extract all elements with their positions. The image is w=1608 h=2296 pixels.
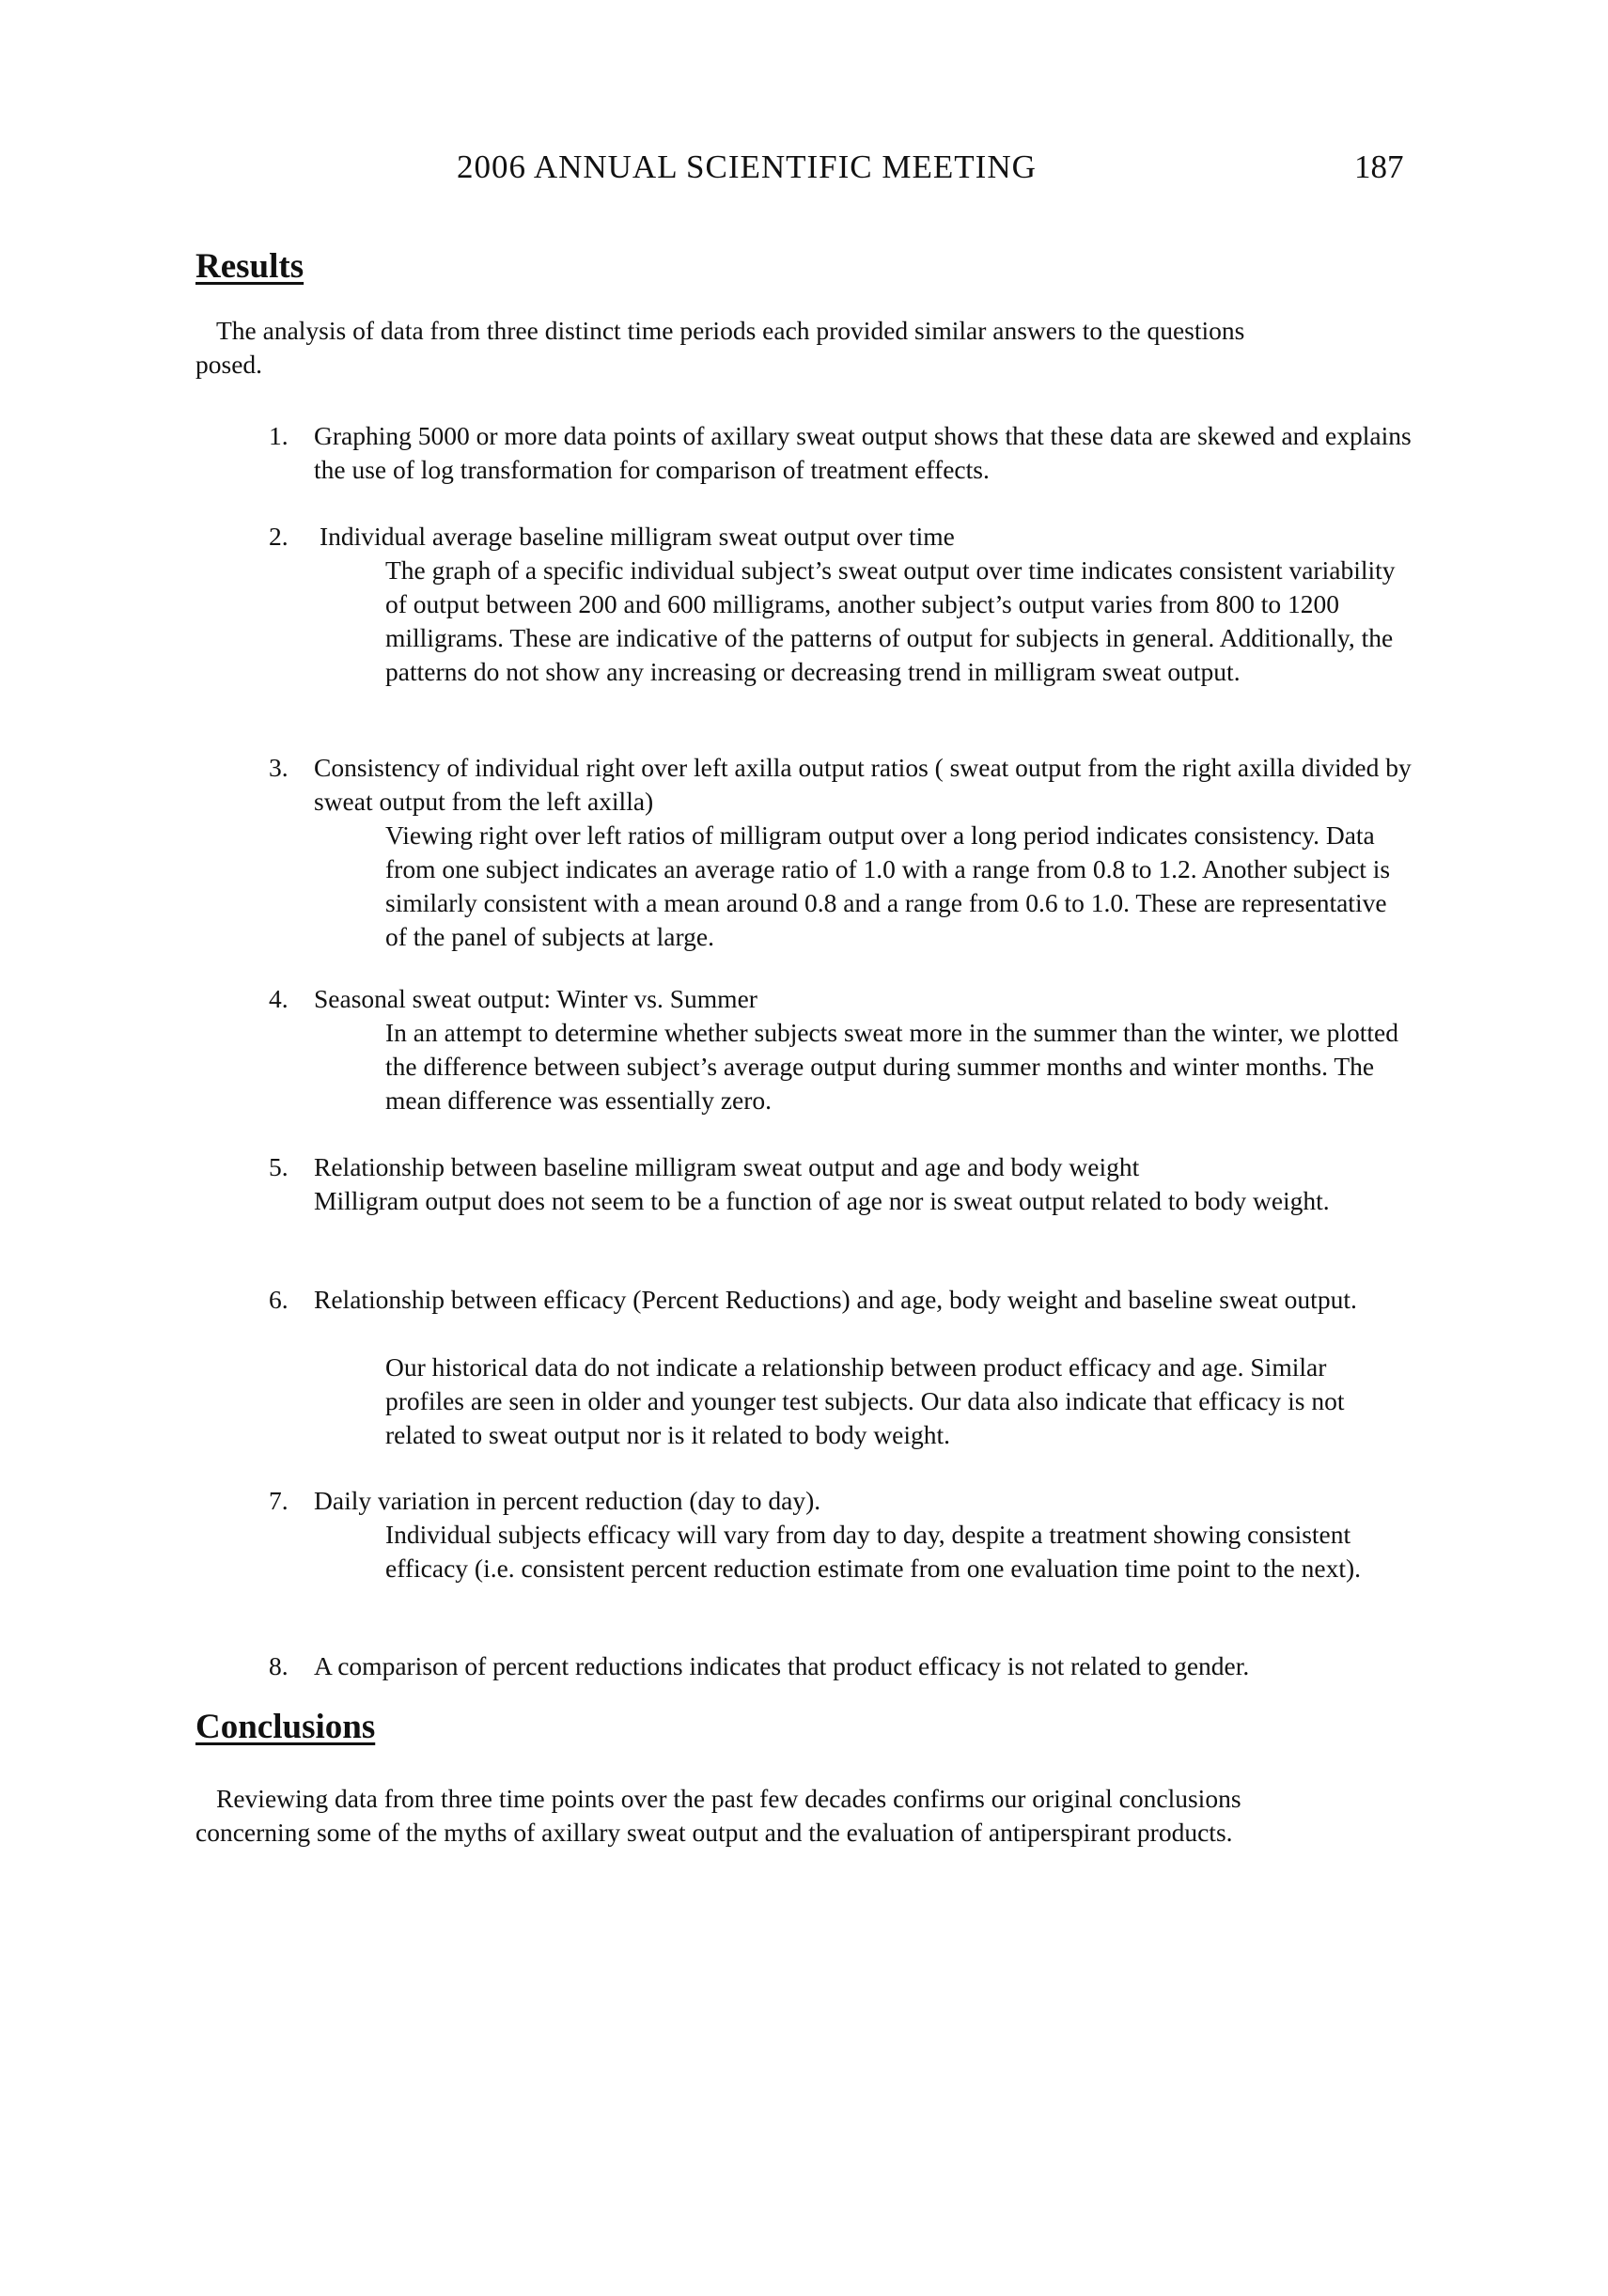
finding-detail: The graph of a specific individual subject’s sweat output over time indicates consistent variability of output between 200 and 600 milligrams, another subject’s output varies from 800 to 1200 milligrams. These are indicative of the patterns of output for subjects in general. Additionally, the patterns do not show any increasing or decreasing trend in milligram sweat output. <box>385 555 1396 686</box>
results-intro-line: The analysis of data from three distinct time periods each provided similar answers to the questions <box>216 316 1245 345</box>
finding-title: Relationship between efficacy (Percent Reductions) and age, body weight and baseline sweat output. <box>314 1285 1357 1314</box>
finding-title: Graphing 5000 or more data points of axillary sweat output shows that these data are skewed and explains the use of log transformation for comparison of treatment effects. <box>314 421 1412 484</box>
finding-number: 5. <box>269 1152 289 1181</box>
results-intro <box>195 314 1417 382</box>
page-number: 187 <box>1354 148 1404 185</box>
finding-number: 8. <box>269 1651 289 1680</box>
finding-title: Individual average baseline milligram sweat output over time <box>320 522 955 551</box>
conclusions-text <box>195 1782 1427 1850</box>
results-heading: Results <box>195 247 304 286</box>
finding-detail: Individual subjects efficacy will vary from day to day, despite a treatment showing consistent efficacy (i.e. consistent percent reduction estimate from one evaluation time point to the next). <box>385 1520 1362 1583</box>
finding-number: 1. <box>269 421 289 450</box>
finding-detail: Milligram output does not seem to be a function of age nor is sweat output related to body weight. <box>314 1186 1330 1215</box>
finding-detail: Viewing right over left ratios of milligram output over a long period indicates consistency. Data from one subject indicates an average ratio of 1.0 with a range from 0.8 to 1.2. Another subject is similarly consistent with a mean around 0.8 and a range from 0.6 to 1.0. These are representative of the panel of subjects at large. <box>385 820 1391 951</box>
conclusions-line: Reviewing data from three time points over the past few decades confirms our original conclusions <box>216 1784 1241 1813</box>
finding-title: Daily variation in percent reduction (day to day). <box>314 1486 821 1515</box>
conclusions-heading: Conclusions <box>195 1708 376 1746</box>
results-intro-line: posed. <box>195 350 263 379</box>
finding-number: 6. <box>269 1285 289 1314</box>
finding-title: A comparison of percent reductions indicates that product efficacy is not related to gender. <box>314 1651 1250 1680</box>
finding-title: Consistency of individual right over left axilla output ratios ( sweat output from the right axilla divided by sweat output from the left axilla) <box>314 753 1412 816</box>
finding-detail: In an attempt to determine whether subjects sweat more in the summer than the winter, we plotted the difference between subject’s average output during summer months and winter months. The mean difference was essentially zero. <box>385 1018 1398 1115</box>
finding-number: 7. <box>269 1486 289 1515</box>
finding-number: 4. <box>269 984 289 1013</box>
finding-title: Relationship between baseline milligram sweat output and age and body weight <box>314 1152 1140 1181</box>
running-header <box>0 148 1608 195</box>
finding-number: 3. <box>269 753 289 782</box>
finding-number: 2. <box>269 522 289 551</box>
finding-detail: Our historical data do not indicate a relationship between product efficacy and age. Similar profiles are seen in older and younger test subjects. Our data also indicate that efficacy is not related to sweat output nor is it related to body weight. <box>385 1352 1345 1449</box>
conclusions-line: concerning some of the myths of axillary sweat output and the evaluation of antiperspirant products. <box>195 1818 1233 1847</box>
finding-title: Seasonal sweat output: Winter vs. Summer <box>314 984 757 1013</box>
running-header-title: 2006 ANNUAL SCIENTIFIC MEETING <box>457 148 1037 185</box>
